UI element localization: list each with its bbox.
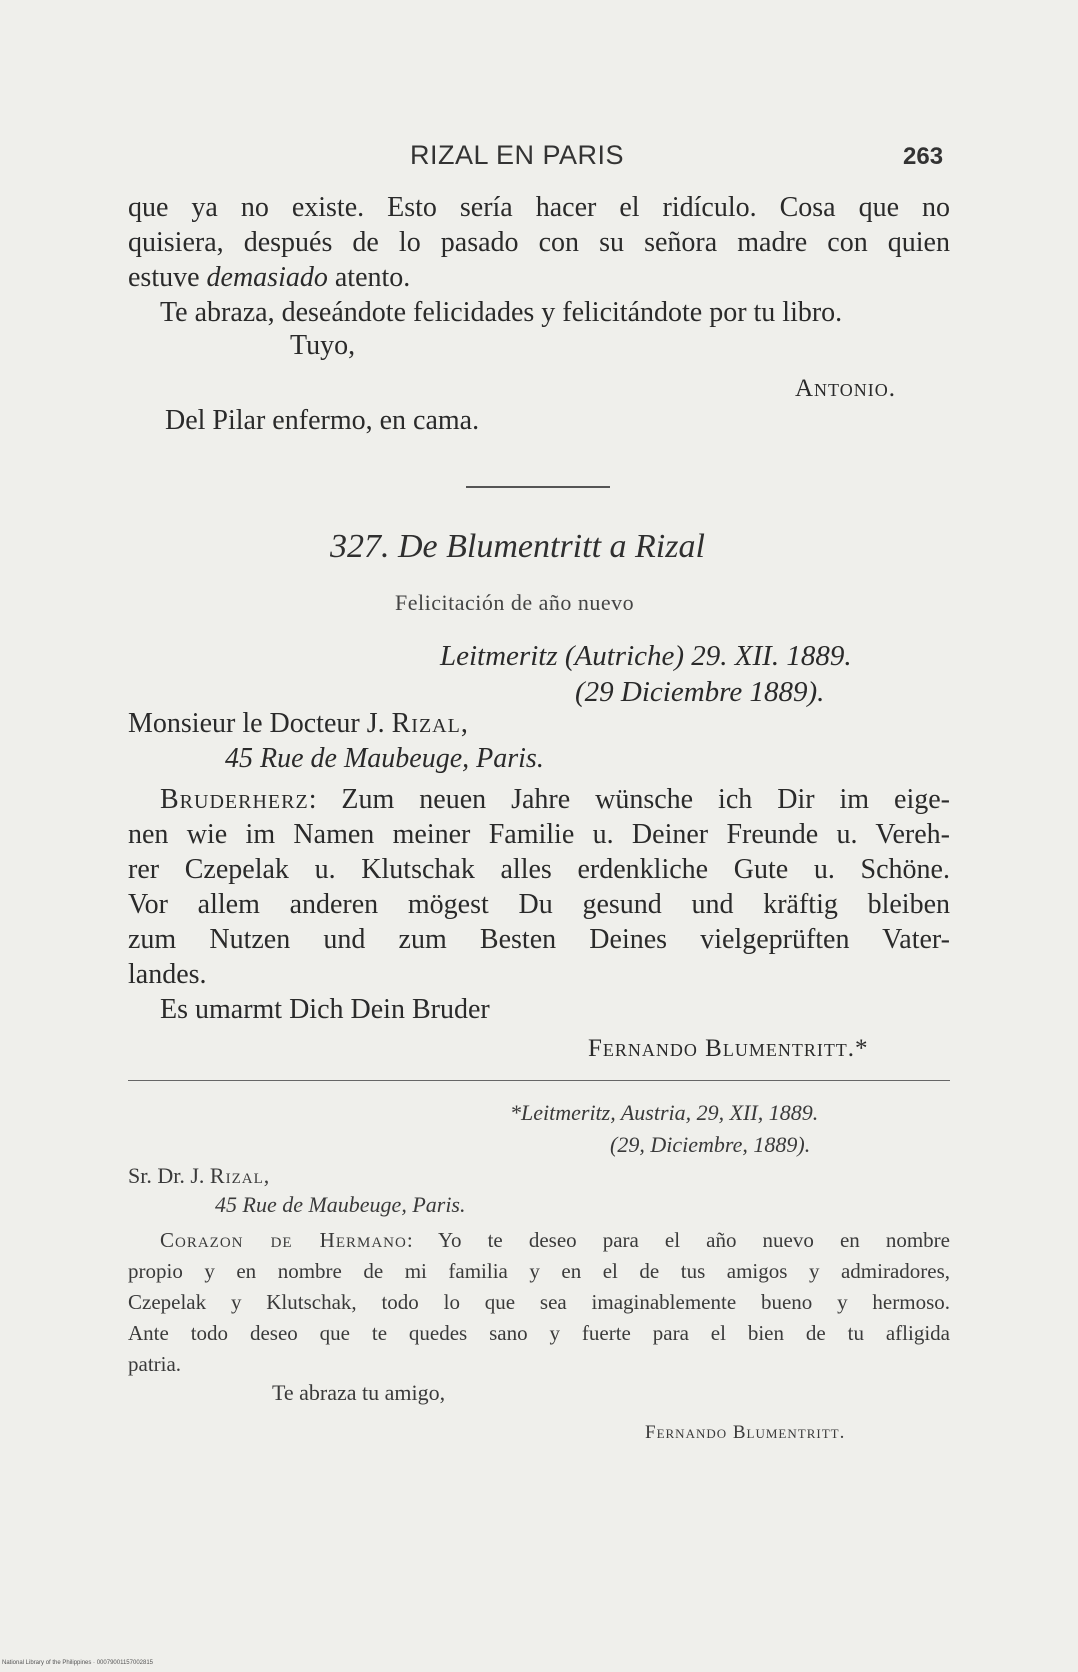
text-run: Sr. Dr. J.: [128, 1163, 210, 1188]
paragraph-line: que ya no existe. Esto sería hacer el ridículo. Cosa que no: [128, 192, 950, 223]
paragraph-line: landes.: [128, 959, 207, 990]
text-run: ,: [460, 708, 468, 739]
valediction: Tuyo,: [290, 330, 356, 361]
letter-body: [128, 782, 950, 1027]
translation-date: *Leitmeritz, Austria, 29, XII, 1889.: [510, 1100, 819, 1125]
running-title: RIZAL EN PARIS: [410, 140, 625, 170]
paragraph-line: patria.: [128, 1352, 182, 1376]
previous-signature: Antonio.: [795, 375, 896, 402]
text-run: estuve: [128, 262, 207, 293]
paragraph-line: Vor allem anderen mögest Du gesund und kräftig bleiben: [128, 889, 950, 920]
paragraph-line: Czepelak y Klutschak, todo lo que sea imaginablemente bueno y hermoso.: [128, 1290, 950, 1314]
paragraph-line: quisiera, después de lo pasado con su señora madre con quien: [128, 227, 950, 258]
text-run: atento.: [327, 262, 411, 293]
paragraph-line: propio y en nombre de mi familia y en el de tus amigos y admiradores,: [128, 1259, 950, 1283]
letter-number: 327.: [330, 528, 390, 565]
paragraph-line: [128, 1225, 950, 1256]
paragraph-line: nen wie im Namen meiner Familie u. Deiner Freunde u. Vereh-: [128, 819, 950, 850]
letter-heading: [330, 528, 705, 566]
paragraph-line: zum Nutzen und zum Besten Deines vielgeprüften Vater-: [128, 924, 950, 955]
closing-line: Te abraza, deseándote felicidades y felicitándote por tu libro.: [160, 297, 843, 328]
letter-subtitle: Felicitación de año nuevo: [395, 590, 635, 615]
letter-closing: Es umarmt Dich Dein Bruder: [160, 994, 490, 1025]
footnote-divider: [128, 1080, 950, 1081]
letter-address-line1: [128, 708, 468, 740]
paragraph-line: [128, 260, 950, 295]
letter-date-translation: (29 Diciembre 1889).: [575, 676, 825, 708]
translation-body: [128, 1225, 950, 1380]
salutation: Bruderherz: [160, 784, 309, 815]
paragraph-line: [128, 782, 950, 817]
paragraph-line: rer Czepelak u. Klutschak alles erdenkliche Gute u. Schöne.: [128, 854, 950, 885]
translation-address-line1: [128, 1163, 269, 1189]
translation-address-line2: 45 Rue de Maubeuge, Paris.: [215, 1192, 466, 1217]
text-run: : Yo te deseo para el año nuevo en nombre: [406, 1228, 950, 1252]
postscript: Del Pilar enfermo, en cama.: [165, 405, 480, 436]
translation-salutation: Corazon de Hermano: [160, 1228, 407, 1252]
previous-letter-body: [128, 190, 950, 330]
text-run: ,: [263, 1163, 270, 1188]
letter-signature: Fernando Blumentritt.*: [588, 1035, 869, 1062]
emphasis-text: demasiado: [206, 262, 328, 293]
paragraph-line: Ante todo deseo que te quedes sano y fuerte para el bien de tu afligida: [128, 1321, 950, 1345]
page-number: 263: [903, 143, 944, 170]
translation-signature: Fernando Blumentritt.: [645, 1422, 846, 1443]
recipient-name: Rizal: [209, 1163, 264, 1188]
letter-address-line2: 45 Rue de Maubeuge, Paris.: [225, 743, 544, 774]
translation-closing: Te abraza tu amigo,: [272, 1380, 446, 1405]
letter-date: Leitmeritz (Autriche) 29. XII. 1889.: [440, 640, 852, 672]
scan-credit: National Library of the Philippines · 00079001157002815: [2, 1660, 153, 1666]
translation-date-translation: (29, Diciembre, 1889).: [610, 1132, 811, 1157]
section-divider: [466, 486, 610, 488]
recipient-name: Rizal: [391, 708, 461, 739]
letter-title: De Blumentritt a Rizal: [398, 528, 705, 565]
text-run: Monsieur le Docteur J.: [128, 708, 392, 739]
text-run: : Zum neuen Jahre wünsche ich Dir im eige-: [308, 784, 950, 815]
